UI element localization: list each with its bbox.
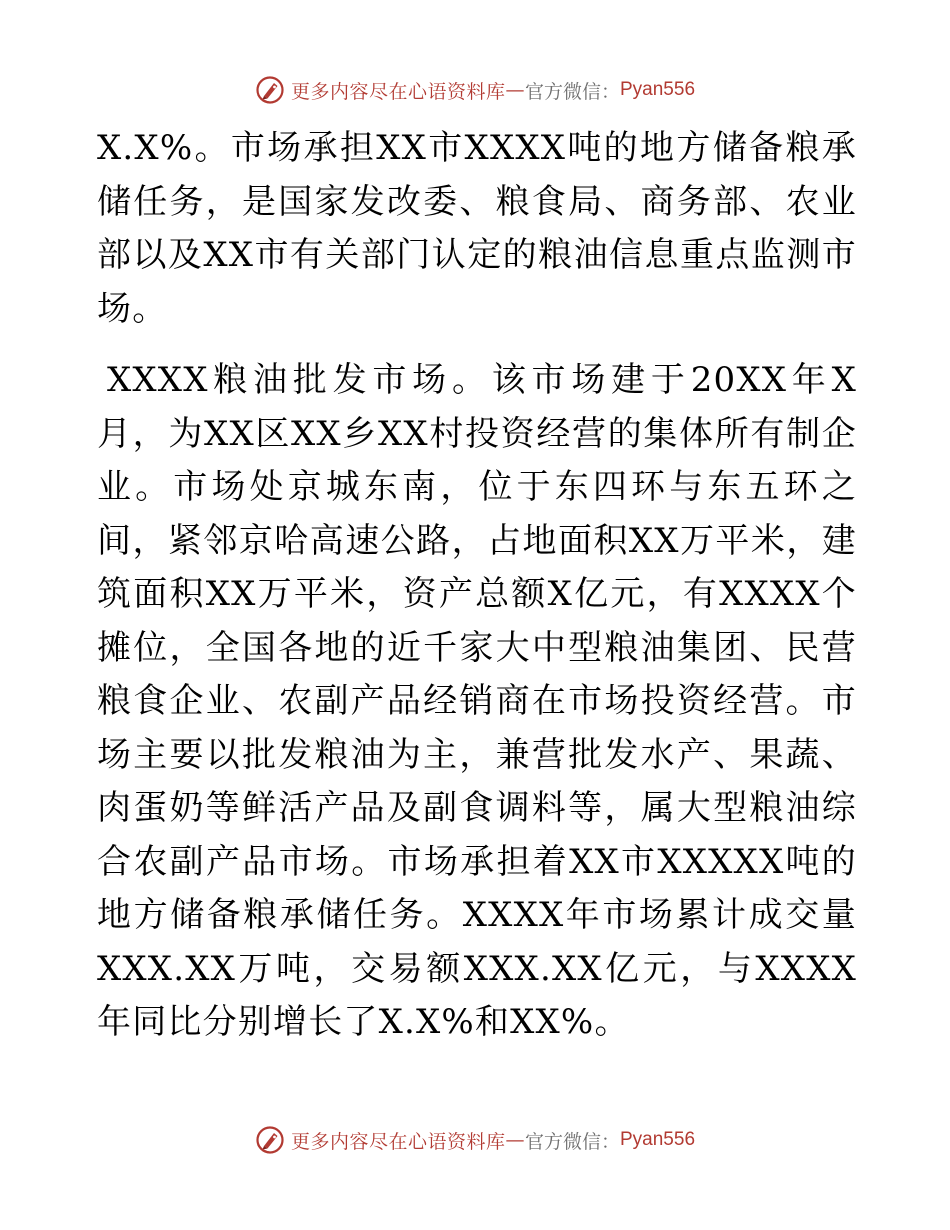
- footer-wechat-label: 官方微信：: [524, 1130, 620, 1153]
- header-banner: [0, 70, 950, 110]
- pen-nib-logo-icon: [255, 75, 285, 105]
- footer-banner: [0, 1120, 950, 1160]
- header-wechat-id: Pyan556: [620, 79, 696, 100]
- footer-banner-text: 更多内容尽在心语资料库: [290, 1130, 506, 1153]
- footer-wechat-id: Pyan556: [620, 1129, 696, 1150]
- document-body: [97, 122, 857, 1050]
- paragraph-1: X.X%。市场承担XX市XXXX吨的地方储备粮承储任务，是国家发改委、粮食局、商务部、农业部以及XX市有关部门认定的粮油信息重点监测市场。: [97, 128, 857, 329]
- footer-banner-dash: —: [505, 1129, 525, 1151]
- header-banner-dash: —: [505, 79, 525, 101]
- pen-nib-logo-icon: [255, 1125, 285, 1155]
- header-banner-text: 更多内容尽在心语资料库: [290, 80, 506, 103]
- header-wechat-label: 官方微信：: [524, 80, 620, 103]
- paragraph-2: XXXX粮油批发市场。该市场建于20XX年X月，为XX区XX乡XX村投资经营的集体所有制企业。市场处京城东南，位于东四环与东五环之间，紧邻京哈高速公路，占地面积XX万平米，建筑面积XX万平米，资产总额X亿元，有XXXX个摊位，全国各地的近千家大中型粮油集团、民营粮食企业、农副产品经销商在市场投资经营。市场主要以批发粮油为主，兼营批发水产、果蔬、肉蛋奶等鲜活产品及副食调料等，属大型粮油综合农副产品市场。市场承担着XX市XXXXX吨的地方储备粮承储任务。XXXX年市场累计成交量XXX.XX万吨，交易额XXX.XX亿元，与XXXX年同比分别增长了X.X%和XX%。: [97, 360, 857, 1042]
